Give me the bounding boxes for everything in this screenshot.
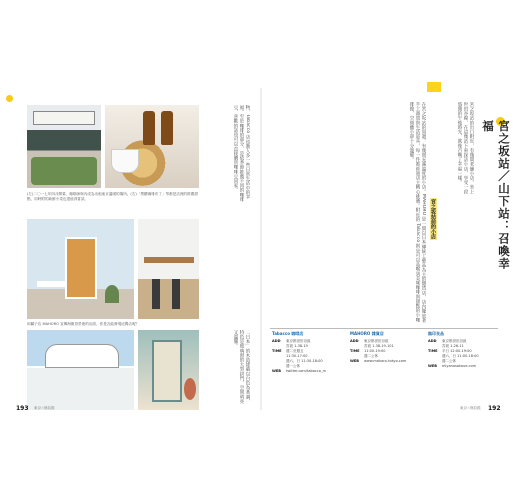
article-title: 宮之坂站／山下站：召喚幸福	[481, 120, 511, 270]
caption-top: (左)二〇一七年四月開幕，咖啡師與內成為出租東京溫暖的場所。(右)「黑糖咖啡布丁」等都是店裡的推薦甜點，同時附的新鮮小菜也很值得嘗試。	[27, 192, 198, 201]
plant-shape	[31, 157, 97, 185]
info-value: 宮坂 1-38-19	[286, 344, 308, 348]
page-number-right: 192	[488, 405, 501, 412]
info-value: 週一公休	[286, 364, 300, 368]
door-shape	[152, 340, 182, 402]
info-value: 平日 12:00-19:00	[442, 349, 472, 353]
door-shape	[65, 237, 97, 299]
info-value: 週六、日 11:30-18:00	[286, 359, 323, 363]
info-value: miyanosakaue.com	[442, 364, 476, 368]
info-label: ADD	[272, 339, 281, 343]
counter-shape	[144, 257, 194, 263]
arched-sign	[45, 344, 119, 368]
info-label: TIME	[272, 349, 282, 353]
shop-name: Tabacco 咖啡店	[272, 331, 304, 336]
shop-info-box	[350, 331, 424, 410]
wall-shape	[27, 368, 134, 410]
info-value: 東京都世田谷區	[442, 339, 467, 343]
shop-name: 無印良品	[428, 331, 444, 336]
flower-shape	[184, 378, 196, 400]
info-value: 週二公休	[364, 354, 378, 358]
info-value: 11:30-17:00	[286, 354, 308, 358]
chapter-tab	[427, 82, 441, 92]
plant-shape	[105, 285, 119, 303]
bottle-shape	[143, 111, 155, 145]
info-value: 週二公休	[442, 359, 456, 363]
info-label: ADD	[428, 339, 437, 343]
info-value: 宮坂 1-38-19-101	[364, 344, 394, 348]
info-value: 宮坂 1-26-11	[442, 344, 464, 348]
info-label: TIME	[428, 349, 438, 353]
left-body-text: 物，Tabacco 店也教人多一些日常生活中的幸福。至於咖啡的部分，是依季節推薦不同的咖啡豆，喜歡的話也可以直接購買咖啡豆回家。	[233, 105, 250, 202]
info-value: twitter.com/tabacco_m	[286, 369, 327, 373]
green-door-photo	[138, 330, 199, 410]
running-head-left: 東京☆無負擔	[34, 406, 55, 410]
article-body: 在宮之坂站的周邊，有幾間充滿溫度的小店。MAHORO 是一間以日本傳統工藝品為主的雜貨店，店內擺放著手工器皿與生活道具，每一件都經過店主精心挑選。附近的 Tabacco 則是可以品嚐到美味咖啡與甜點的小咖啡館，空間雖小卻十分溫暖。	[409, 102, 426, 323]
left-page	[12, 88, 260, 410]
intro-text: 宮之坂站的出口附近，有幾間老舗小店。坐上世田谷線，在這幾站下車探訪小店，享受一段悠閒的午後時光，就像召喚了幸福一樣。	[457, 102, 474, 194]
info-label: ADD	[350, 339, 359, 343]
yellow-dot-icon	[6, 95, 13, 102]
shop-sign-photo	[27, 330, 134, 410]
dessert-photo	[105, 105, 199, 188]
section-subheading: 宮之坂站前的小店	[430, 199, 436, 239]
info-label: TIME	[350, 349, 360, 353]
running-head-right: 東京☆無負擔	[460, 406, 481, 410]
info-value: www.mahoro-tokyo.com	[364, 359, 407, 363]
shop-sign	[33, 111, 95, 125]
cafe-storefront-photo	[27, 105, 101, 188]
info-value: 週六、日 11:00-18:00	[442, 354, 479, 358]
cup-shape	[111, 149, 139, 173]
info-value: 週二至週五	[286, 349, 304, 353]
info-label: WEB	[350, 359, 359, 363]
info-value: 東京都世田谷區	[364, 339, 389, 343]
page-number-left: 193	[16, 405, 29, 412]
info-label: WEB	[428, 364, 437, 368]
shop-name: MAHORO 雜貨店	[350, 331, 384, 336]
bottle-shape	[161, 111, 173, 145]
cafe-interior-photo	[138, 219, 199, 319]
bench-shape	[37, 281, 67, 287]
white-shopfront-photo	[27, 219, 134, 319]
right-page	[262, 88, 511, 412]
shop-info-box	[428, 331, 502, 410]
info-value: 11:00-19:00	[364, 349, 386, 353]
info-label: WEB	[272, 369, 281, 373]
info-value: 東京都世田谷區	[286, 339, 311, 343]
info-divider	[270, 328, 498, 329]
stool-shape	[152, 279, 160, 309]
stool-shape	[172, 279, 180, 309]
shop-info-box	[272, 331, 348, 410]
caption-bottom: 「日本」的木造建築以白色為基調，特色是玻璃窗的大型拱門，空間明亮又溫馨。	[233, 330, 250, 404]
book-spread	[12, 88, 511, 412]
caption-middle: 和屬子店 MAHORO 宣傳海報背景裡的店面，你是否能發現這間店呢？	[27, 322, 140, 326]
